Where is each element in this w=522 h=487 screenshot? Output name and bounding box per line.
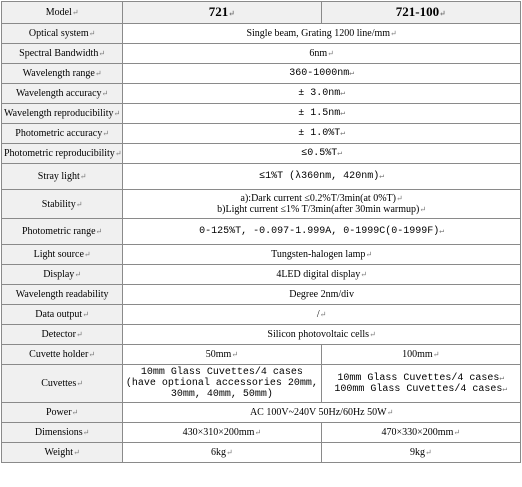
label-text: Photometric accuracy xyxy=(15,128,103,139)
stability-line-2: b)Light current ≤1% T/3min(after 30min warmup) xyxy=(217,204,420,215)
value-text: ± 1.0%T xyxy=(298,128,341,139)
model-b: 721-100 xyxy=(395,4,440,19)
cuvettes-a-line-3: 30mm, 40mm, 50mm) xyxy=(170,389,273,400)
return-mark-icon: ↵ xyxy=(75,199,83,209)
row-label xyxy=(2,124,123,144)
label-text: Dimensions xyxy=(34,427,83,438)
row-value xyxy=(123,285,521,305)
row-label xyxy=(2,104,123,124)
label-text: Stray light xyxy=(37,171,80,182)
row-value xyxy=(123,104,521,124)
return-mark-icon: ↵ xyxy=(82,428,90,437)
label-text: Wavelength reproducibility xyxy=(4,108,114,119)
return-mark-icon: ↵ xyxy=(79,172,87,181)
label-text: Optical system xyxy=(28,28,89,39)
row-cuvettes xyxy=(2,365,521,403)
row-value xyxy=(123,325,521,345)
row-value-a xyxy=(123,423,321,443)
label-text: Display xyxy=(43,269,75,280)
row-value xyxy=(123,44,521,64)
return-mark-icon: ↵ xyxy=(337,149,343,158)
row-photometric-range xyxy=(2,219,521,245)
return-mark-icon: ↵ xyxy=(432,350,440,359)
value-text: Tungsten-halogen lamp xyxy=(271,249,366,260)
value-text: ≤1%T (λ360nm, 420nm) xyxy=(259,171,380,182)
row-weight xyxy=(2,443,521,463)
return-mark-icon: ↵ xyxy=(386,408,394,417)
model-a-cell xyxy=(123,2,321,24)
return-mark-icon: ↵ xyxy=(319,310,327,319)
return-mark-icon: ↵ xyxy=(74,270,82,279)
row-label xyxy=(2,305,123,325)
row-value xyxy=(123,265,521,285)
return-mark-icon: ↵ xyxy=(360,270,367,279)
return-mark-icon: ↵ xyxy=(231,350,239,359)
label-text: Photometric range xyxy=(21,226,96,237)
row-value xyxy=(123,245,521,265)
row-wavelength-accuracy xyxy=(2,84,521,104)
row-label xyxy=(2,190,123,219)
return-mark-icon: ↵ xyxy=(369,330,376,339)
label-text: Stability xyxy=(41,198,76,210)
return-mark-icon: ↵ xyxy=(71,8,79,17)
row-value xyxy=(123,144,521,164)
row-label xyxy=(2,44,123,64)
label-text: Wavelength accuracy xyxy=(15,88,102,99)
label-text: Cuvette holder xyxy=(29,349,89,360)
row-label xyxy=(2,84,123,104)
return-mark-icon: ↵ xyxy=(98,49,106,58)
row-value xyxy=(123,305,521,325)
row-label xyxy=(2,285,123,305)
label-text: Light source xyxy=(33,249,84,260)
value-text: 9kg xyxy=(409,447,425,458)
return-mark-icon: ↵ xyxy=(114,149,122,158)
value-text: / xyxy=(316,309,320,320)
row-photometric-reproducibility xyxy=(2,144,521,164)
value-text: ± 1.5nm xyxy=(298,108,341,119)
return-mark-icon: ↵ xyxy=(88,350,96,359)
row-value xyxy=(123,164,521,190)
value-text: 470×330×200mm xyxy=(381,427,454,438)
row-spectral-bandwidth xyxy=(2,44,521,64)
value-text: Silicon photovoltaic cells xyxy=(267,329,370,340)
cuvettes-b-line-2: 100mm Glass Cuvettes/4 cases xyxy=(334,383,503,395)
row-label xyxy=(2,265,123,285)
label-text: Detector xyxy=(41,329,76,340)
label-text: Photometric reproducibility xyxy=(4,148,115,159)
value-text: 430×310×200mm xyxy=(182,427,255,438)
row-value xyxy=(123,64,521,84)
stability-line-1: a):Dark current ≤0.2%T/3min(at 0%T) xyxy=(240,193,396,204)
return-mark-icon: ↵ xyxy=(499,373,505,383)
return-mark-icon: ↵ xyxy=(439,227,445,236)
row-light-source xyxy=(2,245,521,265)
row-photometric-accuracy xyxy=(2,124,521,144)
label-text: Weight xyxy=(44,447,74,458)
return-mark-icon: ↵ xyxy=(83,250,91,259)
return-mark-icon: ↵ xyxy=(76,379,83,388)
row-label xyxy=(2,144,123,164)
row-display xyxy=(2,265,521,285)
label-text: Data output xyxy=(35,309,83,320)
return-mark-icon: ↵ xyxy=(365,250,373,259)
row-power xyxy=(2,403,521,423)
row-data-output xyxy=(2,305,521,325)
row-value-b xyxy=(321,345,520,365)
row-label xyxy=(2,325,123,345)
row-value-a xyxy=(123,365,321,403)
header-row xyxy=(2,2,521,24)
return-mark-icon: ↵ xyxy=(502,384,508,394)
return-mark-icon: ↵ xyxy=(254,428,262,437)
row-wavelength-readability xyxy=(2,285,521,305)
row-value-b xyxy=(321,423,520,443)
return-mark-icon: ↵ xyxy=(71,408,79,417)
return-mark-icon: ↵ xyxy=(390,29,397,38)
row-value-b xyxy=(321,443,520,463)
cuvettes-a-line-2: (have optional accessories 20mm, xyxy=(125,378,318,389)
value-text: 0-125%T, -0.097-1.999A, 0-1999C(0-1999F) xyxy=(199,226,440,237)
return-mark-icon: ↵ xyxy=(102,129,109,138)
row-detector xyxy=(2,325,521,345)
row-value xyxy=(123,403,521,423)
label-text: Cuvettes xyxy=(41,378,77,389)
return-mark-icon: ↵ xyxy=(101,89,109,98)
label-text: Wavelength range xyxy=(22,68,95,79)
row-label xyxy=(2,403,123,423)
return-mark-icon: ↵ xyxy=(113,109,121,118)
return-mark-icon: ↵ xyxy=(379,172,385,181)
return-mark-icon: ↵ xyxy=(419,205,427,214)
row-wavelength-reproducibility xyxy=(2,104,521,124)
row-label xyxy=(2,164,123,190)
return-mark-icon: ↵ xyxy=(73,448,80,457)
spec-table xyxy=(1,1,521,463)
row-value-a xyxy=(123,443,321,463)
row-wavelength-range xyxy=(2,64,521,84)
return-mark-icon: ↵ xyxy=(88,29,96,38)
model-a: 721 xyxy=(208,4,229,19)
model-label-cell xyxy=(2,2,123,24)
return-mark-icon: ↵ xyxy=(82,310,89,319)
return-mark-icon: ↵ xyxy=(228,9,235,18)
value-text: AC 100V~240V 50Hz/60Hz 50W xyxy=(249,407,387,418)
row-label xyxy=(2,443,123,463)
row-value xyxy=(123,190,521,219)
value-text: 6nm xyxy=(309,48,328,59)
return-mark-icon: ↵ xyxy=(424,448,432,457)
row-label xyxy=(2,64,123,84)
row-label xyxy=(2,219,123,245)
return-mark-icon: ↵ xyxy=(95,227,103,236)
row-label xyxy=(2,345,123,365)
row-value xyxy=(123,219,521,245)
value-text: Single beam, Grating 1200 line/mm xyxy=(246,28,391,39)
return-mark-icon: ↵ xyxy=(340,129,346,138)
label-text: Wavelength readability xyxy=(15,289,109,300)
value-text: ± 3.0nm xyxy=(298,88,341,99)
return-mark-icon: ↵ xyxy=(349,69,355,78)
return-mark-icon: ↵ xyxy=(439,9,446,18)
return-mark-icon: ↵ xyxy=(226,448,233,457)
model-b-cell xyxy=(321,2,520,24)
value-text: Degree 2nm/div xyxy=(289,289,354,300)
row-label xyxy=(2,423,123,443)
return-mark-icon: ↵ xyxy=(327,49,334,58)
row-stability xyxy=(2,190,521,219)
value-text: 50mm xyxy=(205,349,232,360)
row-value xyxy=(123,24,521,44)
row-value xyxy=(123,124,521,144)
row-optical-system xyxy=(2,24,521,44)
row-label xyxy=(2,245,123,265)
row-value-b xyxy=(321,365,520,403)
return-mark-icon: ↵ xyxy=(94,69,102,78)
row-label xyxy=(2,365,123,403)
return-mark-icon: ↵ xyxy=(453,428,461,437)
label-text: Power xyxy=(45,407,72,418)
value-text: 360-1000nm xyxy=(289,68,350,79)
value-text: 100mm xyxy=(402,349,433,360)
return-mark-icon: ↵ xyxy=(340,109,346,118)
cuvettes-a-line-1: 10mm Glass Cuvettes/4 cases xyxy=(140,367,303,378)
value-text: 6kg xyxy=(211,447,227,458)
value-text: ≤0.5%T xyxy=(301,148,338,159)
row-cuvette-holder xyxy=(2,345,521,365)
label-text: Spectral Bandwidth xyxy=(19,48,99,59)
return-mark-icon: ↵ xyxy=(75,330,83,339)
return-mark-icon: ↵ xyxy=(395,194,403,203)
row-label xyxy=(2,24,123,44)
cuvettes-b-line-1: 10mm Glass Cuvettes/4 cases xyxy=(337,372,500,384)
row-value xyxy=(123,84,521,104)
row-value-a xyxy=(123,345,321,365)
row-stray-light xyxy=(2,164,521,190)
return-mark-icon: ↵ xyxy=(340,89,346,98)
row-dimensions xyxy=(2,423,521,443)
model-label: Model xyxy=(45,7,72,18)
value-text: 4LED digital display xyxy=(276,269,361,280)
